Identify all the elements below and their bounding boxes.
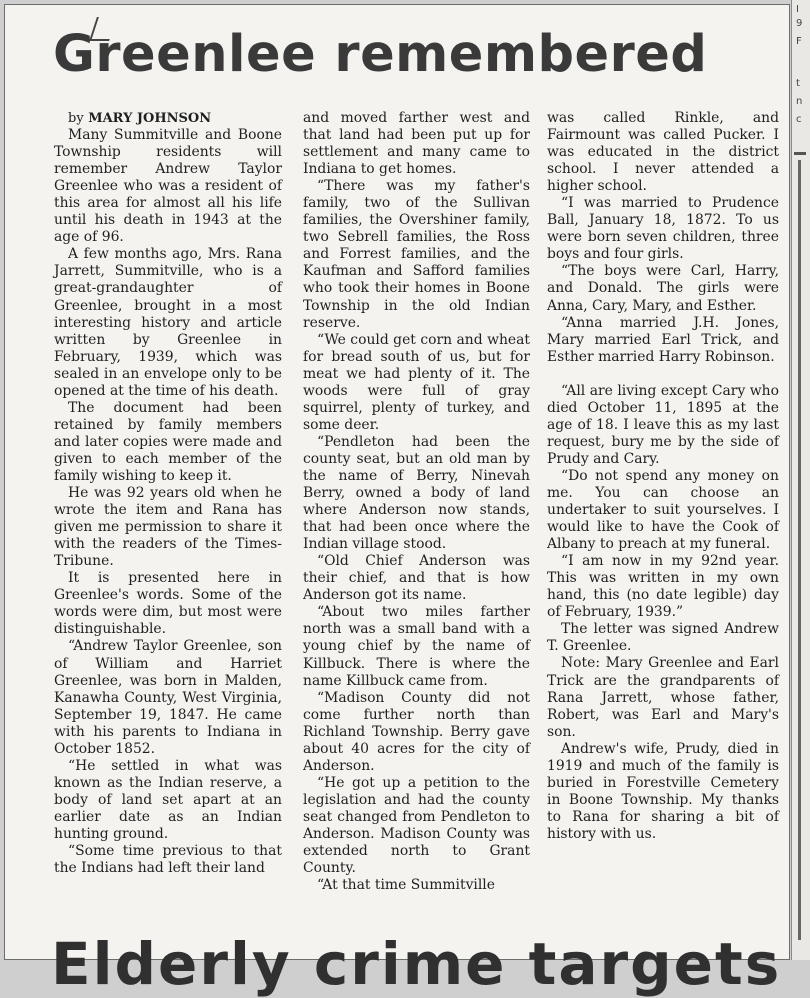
paragraph: “The boys were Carl, Harry, and Donald. The girls were Anna, Cary, Mary, and Esther. [547,263,779,314]
headline: Greenlee remembered [53,25,708,84]
byline-author: MARY JOHNSON [88,111,212,126]
paragraph: “I was married to Prudence Ball, January 18, 1872. To us were born seven children, three boys and four girls. [547,195,779,263]
paragraph: “Some time previous to that the Indians had left their land [54,843,282,877]
paragraph: “Andrew Taylor Greenlee, son of William and Harriet Greenlee, was born in Malden, Kanawha County, West Virginia, September 19, 1847. He came with his parents to Indiana in October 1852. [54,638,282,757]
edge-letter: 9 [796,18,803,29]
edge-letter: I [796,4,799,15]
paragraph: was called Rinkle, and Fairmount was called Pucker. I was educated in the district school. I never attended a higher school. [547,110,779,195]
paragraph: and moved farther west and that land had been put up for settlement and many came to Indiana to get homes. [303,110,530,178]
paragraph: Andrew's wife, Prudy, died in 1919 and much of the family is buried in Forestville Cemetery in Boone Township. My thanks to Rana for sharing a bit of history with us. [547,740,779,842]
column-2 [303,110,530,894]
paragraph-gap [547,366,779,383]
paragraph: “We could get corn and wheat for bread south of us, but for meat we had plenty of it. The woods were full of gray squirrel, plenty of turkey, and some deer. [303,331,530,433]
next-article-headline: Elderly crime targets [51,930,782,998]
paragraph: “He settled in what was known as the Indian reserve, a body of land set apart at an earlier date as an Indian hunting ground. [54,757,282,842]
paragraph: “He got up a petition to the legislation and had the county seat changed from Pendleton to Anderson. Madison County was extended north to Grant County. [303,774,530,877]
paragraph: He was 92 years old when he wrote the item and Rana has given me permission to share it with the readers of the Times-Tribune. [54,485,282,570]
edge-letter: c [796,114,802,125]
byline [54,110,282,127]
paragraph: “I am now in my 92nd year. This was written in my own hand, this (no date legible) day of February, 1939.” [547,553,779,621]
edge-column-rule [798,160,801,940]
newspaper-clipping [4,4,790,998]
paragraph: Note: Mary Greenlee and Earl Trick are the grandparents of Rana Jarrett, whose father, Robert, was Earl and Mary's son. [547,655,779,740]
paragraph: “Old Chief Anderson was their chief, and that is how Anderson got its name. [303,553,530,604]
paragraph: “Do not spend any money on me. You can choose an undertaker to suit yourselves. I would like to have the Cook of Albany to preach at my funeral. [547,467,779,553]
paragraph: “Pendleton had been the county seat, but an old man by the name of Berry, Ninevah Berry, owned a body of land where Anderson now stands, that had been once where the Indian village stood. [303,433,530,553]
paragraph: “At that time Summitville [317,877,495,894]
paragraph: It is presented here in Greenlee's words. Some of the words were dim, but most were distinguishable. [54,570,282,638]
paragraph: “Anna married J.H. Jones, Mary married Earl Trick, and Esther married Harry Robinson. [547,314,779,365]
edge-letter: F [796,36,802,47]
paragraph: “There was my father's family, two of the Sullivan families, the Overshiner family, two Sebrell families, the Ross and Forrest families, and the Kaufman and Safford families who took their homes in Boone Township in the old Indian reserve. [303,178,530,331]
paragraph: The document had been retained by family members and later copies were made and given to each member of the family wishing to keep it. [54,399,282,484]
column-3 [547,110,779,843]
paragraph: “About two miles farther north was a small band with a young chief by the name of Killbuck. There is where the name Killbuck came from. [303,604,530,689]
edge-rule [794,152,806,155]
edge-letter: n [796,96,803,107]
paragraph: “All are living except Cary who died October 11, 1895 at the age of 18. I leave this as my last request, bury me by the side of Prudy and Cary. [547,382,779,467]
adjacent-clipping-edge [791,0,810,960]
paragraph: The letter was signed Andrew T. Greenlee. [547,621,779,655]
byline-by: by [68,111,84,126]
paragraph: “Madison County did not come further north than Richland Township. Berry gave about 40 acres for the city of Anderson. [303,689,530,774]
paragraph: Many Summitville and Boone Township residents will remember Andrew Taylor Greenlee who was a resident of this area for almost all his life until his death in 1943 at the age of 96. [54,127,282,246]
paragraph: A few months ago, Mrs. Rana Jarrett, Summitville, who is a great-grandaughter of Greenlee, brought in a most interesting history and article written by Greenlee in February, 1939, which was sealed in an envelope only to be opened at the time of his death. [54,246,282,399]
column-1 [54,110,282,877]
edge-letter: t [796,78,800,89]
